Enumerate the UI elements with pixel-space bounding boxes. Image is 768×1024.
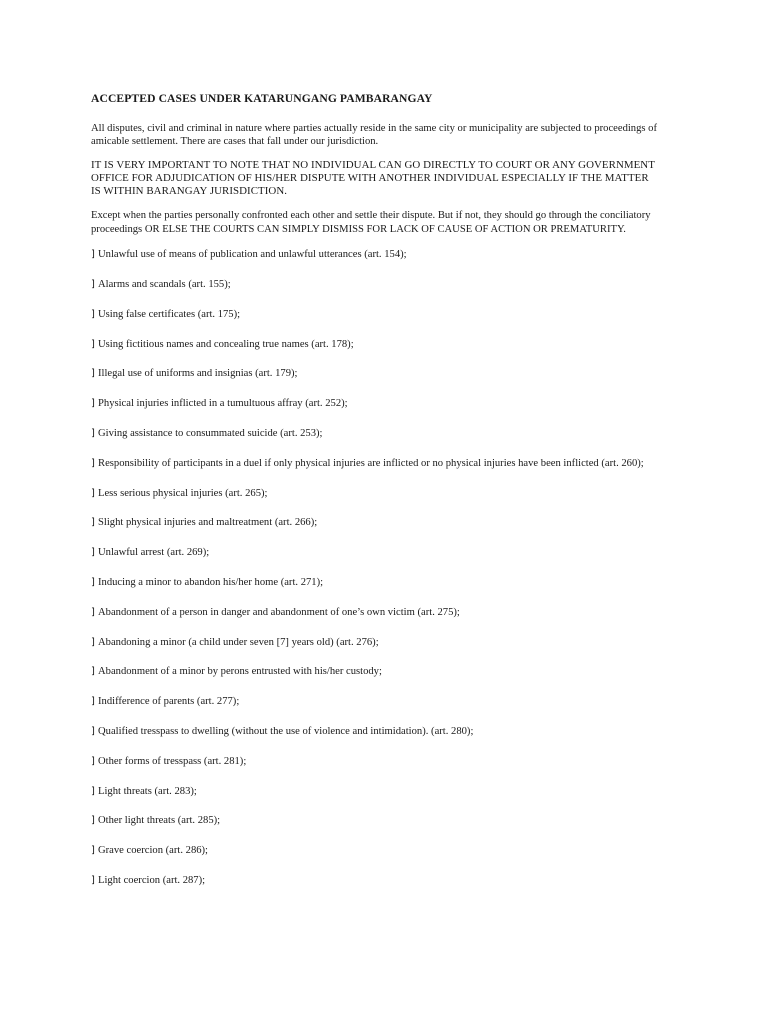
case-item bbox=[91, 367, 661, 381]
case-item bbox=[91, 516, 661, 530]
document-content bbox=[91, 91, 661, 904]
bullet-icon: ] bbox=[91, 457, 95, 469]
case-item bbox=[91, 278, 661, 292]
bullet-icon: ] bbox=[91, 428, 95, 440]
bullet-icon: ] bbox=[91, 845, 95, 857]
bullet-icon: ] bbox=[91, 517, 95, 529]
case-item-text: Unlawful arrest (art. 269); bbox=[98, 547, 210, 559]
case-item bbox=[91, 725, 661, 739]
case-item-text: Abandoning a minor (a child under seven [7] years old) (art. 276); bbox=[98, 636, 379, 648]
case-item-text: Unlawful use of means of publication and unlawful utterances (art. 154); bbox=[98, 249, 407, 261]
case-item-text: Light coercion (art. 287); bbox=[98, 874, 206, 886]
case-item bbox=[91, 844, 661, 858]
bullet-icon: ] bbox=[91, 279, 95, 291]
case-item-text: Slight physical injuries and maltreatment (art. 266); bbox=[98, 517, 318, 529]
exception-caps-text: OR ELSE THE COURTS CAN SIMPLY DISMISS FOR LACK OF CAUSE OF ACTION OR PREMATURITY. bbox=[144, 223, 626, 235]
bullet-icon: ] bbox=[91, 249, 95, 261]
bullet-icon: ] bbox=[91, 755, 95, 767]
case-item bbox=[91, 695, 661, 709]
case-item-text: Illegal use of uniforms and insignias (art. 179); bbox=[98, 368, 298, 380]
case-item bbox=[91, 814, 661, 828]
case-item-text: Giving assistance to consummated suicide (art. 253); bbox=[98, 428, 323, 440]
case-item bbox=[91, 636, 661, 650]
bullet-icon: ] bbox=[91, 725, 95, 737]
case-item-text: Alarms and scandals (art. 155); bbox=[98, 279, 231, 291]
case-item bbox=[91, 874, 661, 888]
intro-paragraph: All disputes, civil and criminal in nature where parties actually reside in the same city or municipality are subjected to proceedings of amicable settlement. There are cases that fall under our jurisdiction. bbox=[91, 123, 657, 148]
case-item-text: Using fictitious names and concealing true names (art. 178); bbox=[98, 338, 354, 350]
bullet-icon: ] bbox=[91, 606, 95, 618]
case-item bbox=[91, 487, 661, 501]
case-item bbox=[91, 576, 661, 590]
bullet-icon: ] bbox=[91, 368, 95, 380]
bullet-icon: ] bbox=[91, 308, 95, 320]
bullet-icon: ] bbox=[91, 696, 95, 708]
exception-paragraph bbox=[91, 209, 661, 236]
notice-paragraph: IT IS VERY IMPORTANT TO NOTE THAT NO INDIVIDUAL CAN GO DIRECTLY TO COURT OR ANY GOVERNMENT OFFICE FOR ADJUDICATION OF HIS/HER DISPUTE WITH ANOTHER INDIVIDUAL ESPECIALLY IF THE MATTER IS WITHIN BARANGAY JURISDICTION. bbox=[91, 158, 655, 198]
bullet-icon: ] bbox=[91, 785, 95, 797]
case-item-text: Light threats (art. 283); bbox=[98, 785, 197, 797]
case-item-text: Using false certificates (art. 175); bbox=[98, 308, 241, 320]
case-item bbox=[91, 606, 661, 620]
bullet-icon: ] bbox=[91, 815, 95, 827]
case-item-text: Grave coercion (art. 286); bbox=[98, 845, 209, 857]
bullet-icon: ] bbox=[91, 338, 95, 350]
bullet-icon: ] bbox=[91, 666, 95, 678]
case-item-text: Abandonment of a person in danger and abandonment of one’s own victim (art. 275); bbox=[98, 606, 460, 618]
case-item bbox=[91, 755, 661, 769]
case-item bbox=[91, 248, 661, 262]
bullet-icon: ] bbox=[91, 874, 95, 886]
case-item-text: Inducing a minor to abandon his/her home (art. 271); bbox=[98, 577, 324, 588]
case-item-text: Other forms of tresspass (art. 281); bbox=[98, 755, 247, 767]
case-item-text: Other light threats (art. 285); bbox=[98, 815, 221, 827]
case-item bbox=[91, 397, 661, 411]
case-item bbox=[91, 308, 661, 322]
case-item-text: Less serious physical injuries (art. 265); bbox=[98, 487, 268, 499]
bullet-icon: ] bbox=[91, 547, 95, 559]
bullet-icon: ] bbox=[91, 636, 95, 648]
case-item bbox=[91, 665, 661, 679]
bullet-icon: ] bbox=[91, 487, 95, 499]
case-item bbox=[91, 785, 661, 799]
case-item-text: Responsibility of participants in a duel if only physical injuries are inflicted or no physical injuries have been inflicted (art. 260); bbox=[98, 457, 644, 469]
case-list bbox=[91, 248, 661, 888]
bullet-icon: ] bbox=[91, 577, 95, 588]
bullet-icon: ] bbox=[91, 398, 95, 410]
case-item-text: Indifference of parents (art. 277); bbox=[98, 696, 240, 708]
case-item bbox=[91, 338, 661, 352]
case-item-text: Physical injuries inflicted in a tumultuous affray (art. 252); bbox=[98, 398, 348, 410]
document-title: ACCEPTED CASES UNDER KATARUNGANG PAMBARANGAY bbox=[91, 92, 433, 105]
exception-text: Except when the parties personally confronted each other and settle their dispute. But if not, they should go through the conciliatory proceedings bbox=[91, 210, 651, 235]
case-item bbox=[91, 457, 661, 471]
case-item bbox=[91, 427, 661, 441]
case-item bbox=[91, 546, 661, 560]
case-item-text: Abandonment of a minor by perons entrusted with his/her custody; bbox=[98, 666, 382, 678]
case-item-text: Qualified tresspass to dwelling (without the use of violence and intimidation). (art. 280); bbox=[98, 725, 474, 737]
